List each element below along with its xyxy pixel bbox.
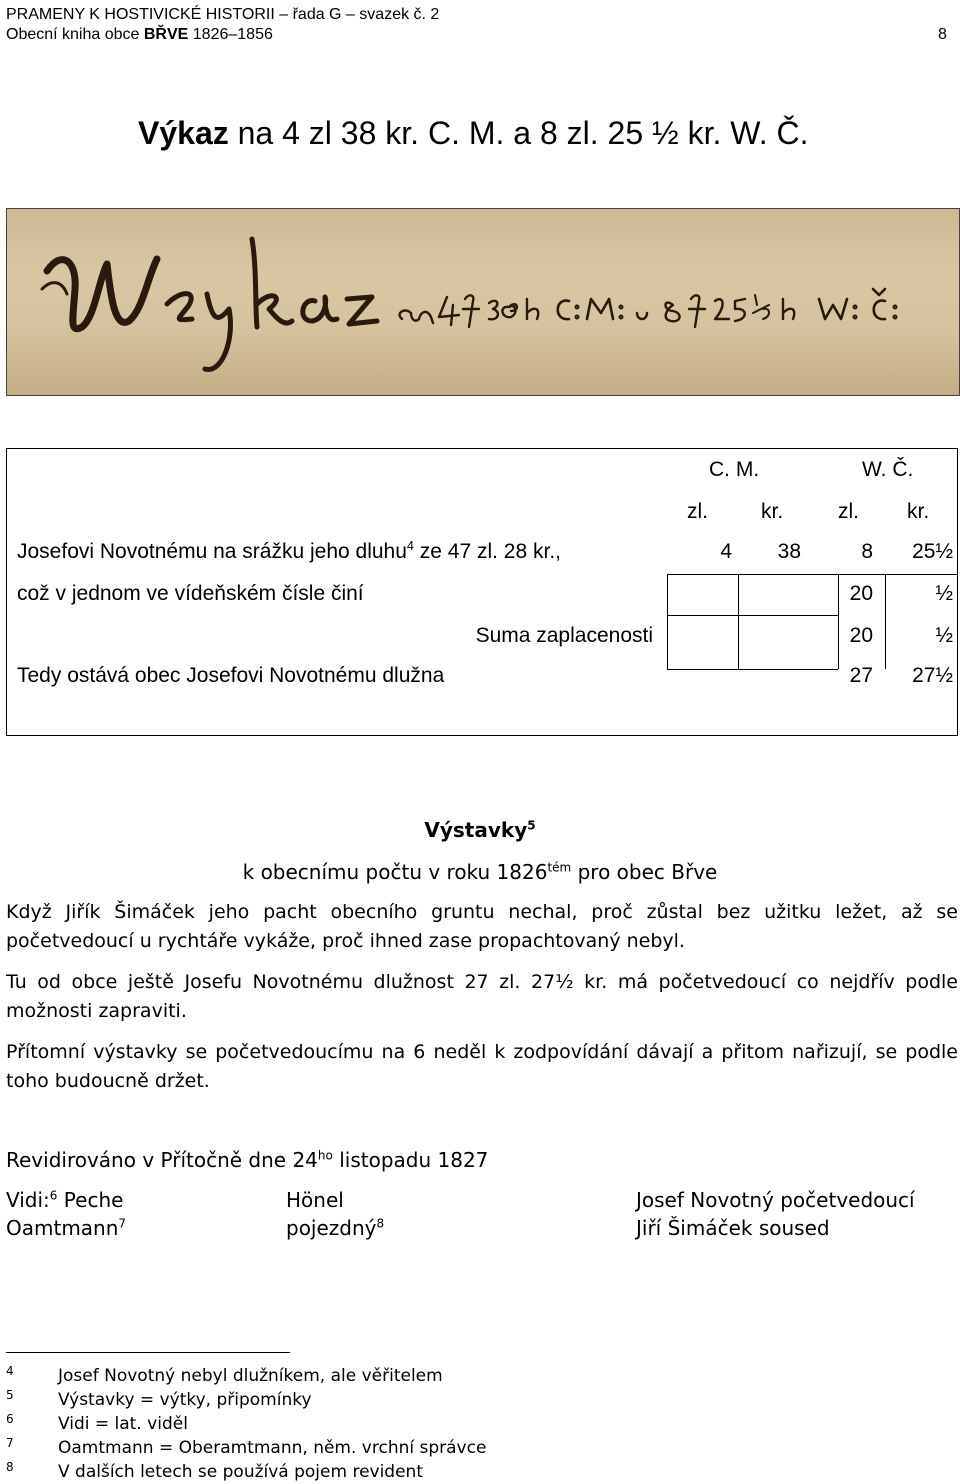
footnote-text: Vidi = lat. viděl [58, 1414, 188, 1434]
paragraph-1: Když Jiřík Šimáček jeho pacht obecního gruntu nechal, proč zůstal bez užitku ležet, až se početvedoucí u rychtáře vykáže, proč ihned zase propachtovaný nebyl. [6, 901, 958, 952]
section-heading [0, 818, 960, 842]
section-subtitle [0, 860, 960, 884]
footnote-separator [6, 1352, 290, 1353]
row3-wc-kr: ½ [935, 624, 953, 647]
title-bold: Výkaz [138, 115, 229, 151]
col-kr-wc: kr. [907, 500, 930, 523]
footnote-number: 5 [6, 1388, 14, 1402]
revision-text-b: listopadu 1827 [332, 1148, 489, 1172]
row4-wc-zl: 27 [849, 664, 873, 687]
row1-wc-kr: 25½ [912, 540, 953, 563]
book-title-years: 1826–1856 [188, 26, 273, 43]
grid-line [667, 574, 957, 575]
page-number: 8 [938, 26, 947, 43]
row4-wc-kr: 27½ [912, 664, 953, 687]
signature-josef-novotny: Josef Novotný početvedoucí [636, 1188, 915, 1212]
footnote-ref-5: 5 [527, 818, 536, 833]
row2-wc-zl: 20 [849, 582, 873, 605]
row2-wc-kr: ½ [935, 582, 953, 605]
title-rest: na 4 zl 38 kr. C. M. a 8 zl. 25 ½ kr. W. Č. [228, 115, 809, 151]
footnote-ref-8: 8 [376, 1216, 385, 1231]
signature-pojezdny [286, 1216, 384, 1240]
footnote-ref-7: 7 [118, 1216, 127, 1231]
book-title [6, 25, 273, 45]
signature-honel: Hönel [286, 1188, 344, 1212]
signature-oamtmann [6, 1216, 126, 1240]
footnote-number: 7 [6, 1436, 14, 1450]
section-heading-text: Výstavky [424, 818, 528, 842]
col-zl-wc: zl. [838, 500, 859, 523]
footnote-number: 4 [6, 1364, 14, 1378]
currency-cm-label: C. M. [709, 458, 760, 481]
footnote-ref-4: 4 [406, 539, 414, 553]
signature-vidi-peche [6, 1188, 123, 1212]
oamtmann-text: Oamtmann [6, 1216, 119, 1240]
manuscript-handwriting [7, 209, 959, 395]
footnote-text: V dalších letech se používá pojem revident [58, 1462, 424, 1482]
grid-line [667, 615, 838, 616]
revision-superscript: ho [317, 1148, 333, 1163]
footnote-text: Josef Novotný nebyl dlužníkem, ale věřitelem [58, 1366, 443, 1386]
paragraph-2: Tu od obce ještě Josefu Novotnému dlužnost 27 zl. 27½ kr. má početvedoucí co nejdřív podle možnosti zapraviti. [6, 971, 958, 1022]
grid-line [738, 574, 739, 669]
book-title-prefix: Obecní kniha obce [6, 26, 144, 43]
pojezdny-text: pojezdný [286, 1216, 377, 1240]
grid-line [885, 574, 886, 669]
row1-cm-kr: 38 [777, 540, 801, 563]
manuscript-image [6, 208, 960, 396]
row1-text-b: ze 47 zl. 28 kr., [413, 540, 561, 563]
subtitle-superscript: tém [547, 860, 572, 875]
row2-description: což v jednom ve vídeňském čísle činí [17, 582, 364, 605]
signature-jiri-simacek: Jiří Šimáček soused [636, 1216, 830, 1240]
footnote-text: Výstavky = výtky, připomínky [58, 1390, 312, 1410]
paragraph-3: Přítomní výstavky se početvedoucímu na 6 neděl k zodpovídání dávají a přitom nařizují, se podle toho budoucně držet. [6, 1041, 958, 1092]
section-subtitle-a: k obecnímu počtu v roku 1826 [242, 860, 548, 884]
grid-line [667, 574, 668, 669]
footnote-ref-6: 6 [49, 1188, 58, 1203]
footnote-number: 8 [6, 1460, 14, 1474]
row1-description [17, 539, 561, 565]
section-subtitle-b: pro obec Břve [571, 860, 718, 884]
row1-text-a: Josefovi Novotnému na srážku jeho dluhu [17, 540, 407, 563]
row3-wc-zl: 20 [849, 624, 873, 647]
col-zl-cm: zl. [687, 500, 708, 523]
revision-line [6, 1148, 488, 1172]
col-kr-cm: kr. [761, 500, 784, 523]
series-title: PRAMENY K HOSTIVICKÉ HISTORII – řada G – svazek č. 2 [6, 6, 440, 23]
footnote-text: Oamtmann = Oberamtmann, něm. vrchní správce [58, 1438, 487, 1458]
row4-description: Tedy ostává obec Josefovi Novotnému dlužna [17, 664, 445, 687]
book-title-village: BŘVE [143, 26, 189, 43]
row1-wc-zl: 8 [861, 540, 873, 563]
vidi-label: Vidi: [6, 1188, 50, 1212]
document-title [138, 115, 809, 152]
account-table [6, 448, 958, 736]
revision-text-a: Revidirováno v Přítočně dne 24 [6, 1148, 318, 1172]
row1-cm-zl: 4 [720, 540, 732, 563]
signature-peche: Peche [57, 1188, 124, 1212]
footnote-number: 6 [6, 1412, 14, 1426]
currency-wc-label: W. Č. [862, 458, 914, 481]
row3-description: Suma zaplacenosti [475, 624, 653, 647]
